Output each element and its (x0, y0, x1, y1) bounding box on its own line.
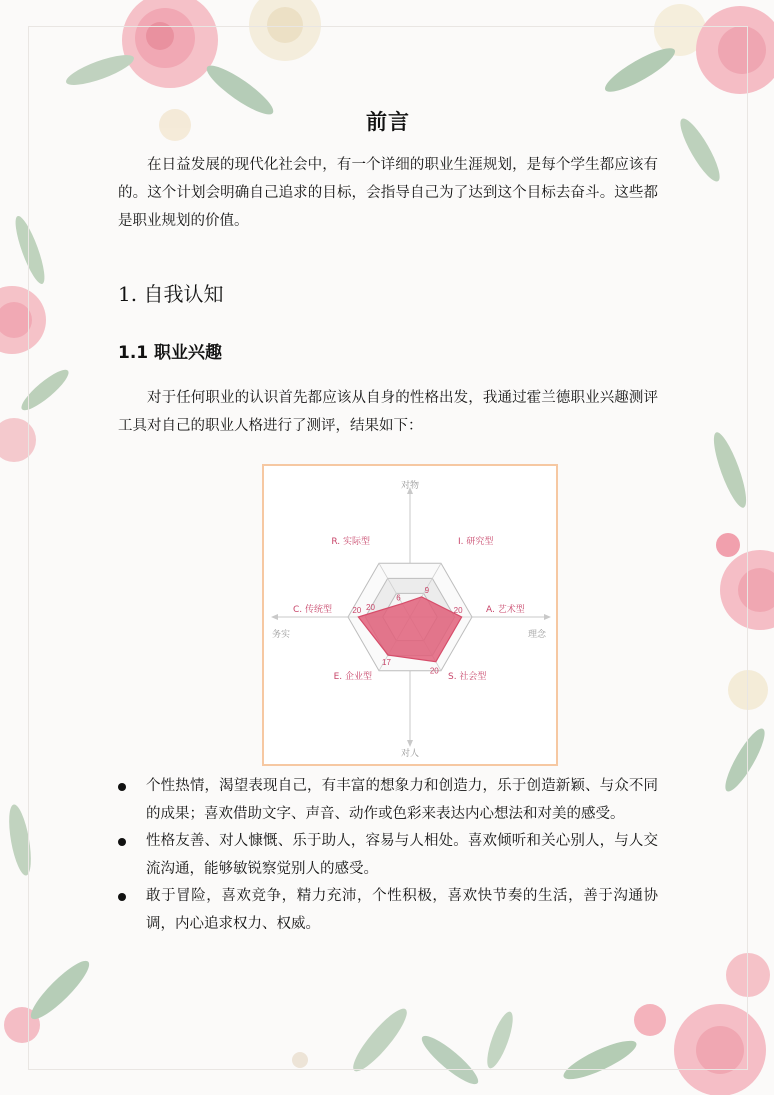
radar-value-label: 20 (453, 606, 463, 615)
radar-grid-label: 20 (366, 603, 375, 612)
trait-item-3: 敢于冒险，喜欢竞争，精力充沛，个性积极，喜欢快节奏的生活，善于沟通协调，内心追求权力、权威。 (118, 883, 658, 938)
radar-value-label: 6 (396, 593, 401, 603)
radar-value-label: 9 (424, 585, 430, 595)
axis-label-right: 理念 (527, 629, 546, 639)
bottom-arrow-icon (407, 740, 413, 747)
radar-category-label: R. 实际型 (331, 537, 370, 547)
subsection-heading-career-interest: 1.1 职业兴趣 (118, 343, 223, 363)
radar-category-label: E. 企业型 (333, 672, 372, 682)
left-arrow-icon (271, 614, 278, 620)
trait-list (118, 773, 658, 938)
axis-label-top: 对物 (400, 480, 420, 490)
intro-paragraph: 在日益发展的现代化社会中，有一个详细的职业生涯规划，是每个学生都应该有的。这个计划会明确自己追求的目标，会指导自己为了达到这个目标去奋斗。这些都是职业规划的价值。 (118, 157, 658, 229)
career-interest-paragraph: 对于任何职业的认识首先都应该从自身的性格出发，我通过霍兰德职业兴趣测评工具对自己的职业人格进行了测评，结果如下： (118, 390, 658, 434)
radar-value-label: 20 (352, 606, 362, 615)
section-heading-self-awareness: 1. 自我认知 (118, 282, 224, 306)
radar-category-label: I. 研究型 (458, 537, 494, 547)
bullet-dot-icon (118, 893, 126, 901)
right-arrow-icon (544, 614, 551, 620)
holland-radar-chart (262, 464, 558, 766)
radar-chart-svg (264, 466, 556, 764)
trait-item-1: 个性热情，渴望表现自己，有丰富的想象力和创造力，乐于创造新颖、与众不同的成果；喜欢借助文字、声音、动作或色彩来表达内心想法和对美的感受。 (118, 773, 658, 828)
radar-value-label: 17 (382, 658, 391, 668)
bullet-dot-icon (118, 838, 126, 846)
bullet-dot-icon (118, 783, 126, 791)
radar-category-label: S. 社会型 (448, 672, 487, 682)
radar-value-label: 20 (429, 666, 439, 676)
axis-label-bottom: 对人 (400, 748, 420, 758)
radar-category-label: A. 艺术型 (486, 605, 525, 615)
page-title: 前言 (366, 109, 410, 134)
axis-label-left: 务实 (272, 629, 291, 639)
trait-item-2: 性格友善、对人慷慨、乐于助人，容易与人相处。喜欢倾听和关心别人，与人交流沟通，能够敏锐察觉别人的感受。 (118, 828, 658, 883)
radar-category-label: C. 传统型 (292, 605, 332, 615)
